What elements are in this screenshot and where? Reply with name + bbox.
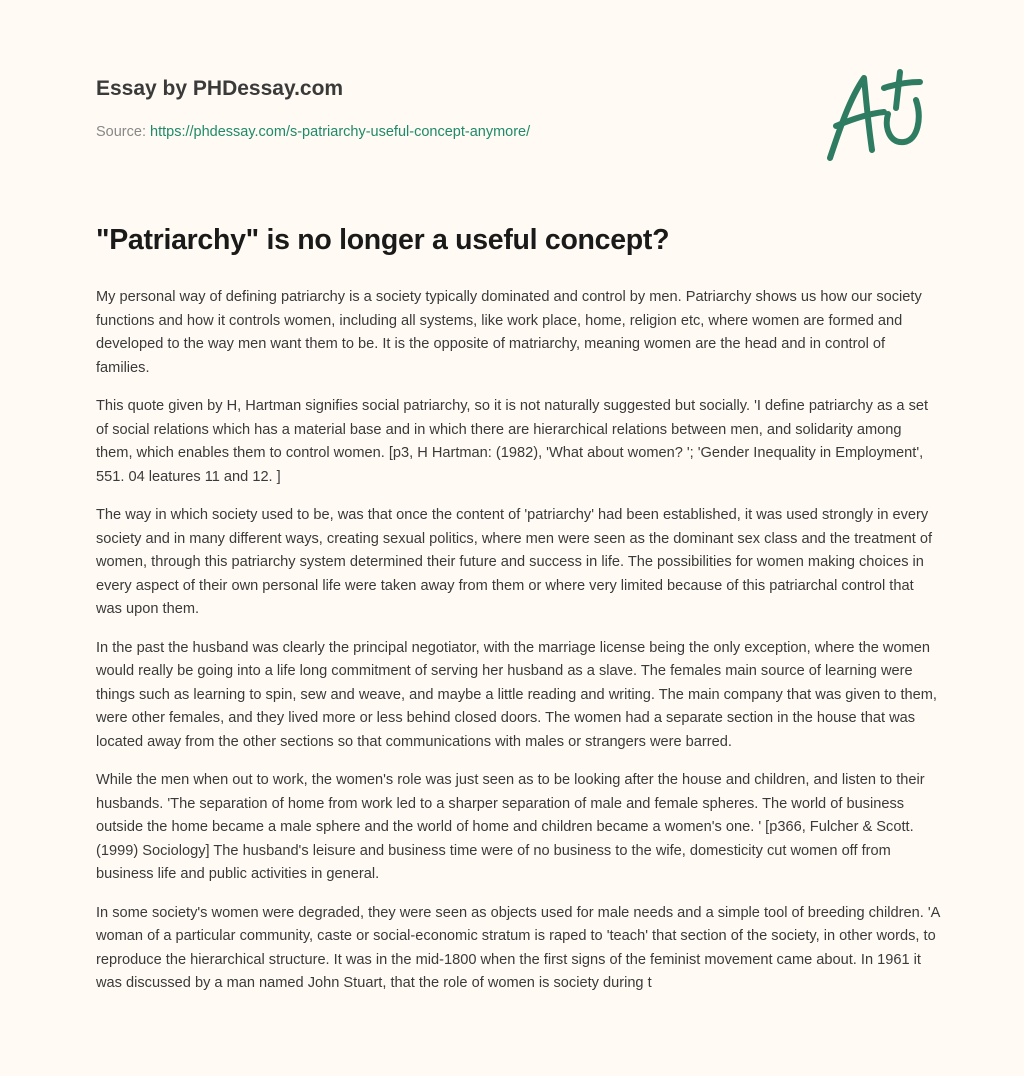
paragraph: In some society's women were degraded, they were seen as objects used for male needs and a simple tool of breeding children. 'A woman of a particular community, caste or social-economic stratum is raped to 'teach' that section of the society, in other words, to reproduce the hierarchical structure. It was in the mid-1800 when the first signs of the feminist movement came about. In 1961 it was discussed by a man named John Stuart, that the role of women is society during t bbox=[96, 904, 940, 991]
source-line bbox=[96, 124, 530, 140]
paragraph: This quote given by H, Hartman signifies social patriarchy, so it is not naturally suggested but socially. 'I define patriarchy as a set of social relations which has a material base and in which there are hierarchical relations between men, and solidarity among them, which enables them to control women. [p3, H Hartman: (1982), 'What about women? '; 'Gender Inequality in Employment', 551. 04 leatures 11 and 12. ] bbox=[96, 398, 929, 485]
source-link[interactable]: https://phdessay.com/s-patriarchy-useful-concept-anymore/ bbox=[150, 124, 531, 140]
essay-title: "Patriarchy" is no longer a useful concept? bbox=[96, 224, 670, 256]
paragraph: My personal way of defining patriarchy is a society typically dominated and control by men. Patriarchy shows us how our society functions and how it controls women, including all systems, like work place, home, religion etc, where women are formed and developed to the way men want them to be. It is the opposite of matriarchy, meaning women are the head and in control of families. bbox=[96, 289, 922, 376]
essay-body bbox=[96, 286, 940, 1011]
paragraph: While the men when out to work, the women's role was just seen as to be looking after the house and children, and listen to their husbands. 'The separation of home from work led to a sharper separation of male and female spheres. The world of business outside the home became a male sphere and the world of home and children became a women's one. ' [p366, Fulcher & Scott. (1999) Sociology] The husband's leisure and business time were of no business to the wife, domesticity cut women off from business life and public activities in general. bbox=[96, 772, 925, 882]
site-brand: Essay by PHDessay.com bbox=[96, 77, 344, 100]
source-label: Source: bbox=[96, 124, 146, 140]
paragraph: The way in which society used to be, was that once the content of 'patriarchy' had been established, it was used strongly in every society and in many different ways, creating sexual politics, where men were seen as the dominant sex class and the treatment of women, through this patriarchy system determined their future and success in life. The possibilities for women making choices in every aspect of their own personal life were taken away from them or where very limited because of this patriarchal control that was upon them. bbox=[96, 507, 933, 617]
a-plus-logo-icon bbox=[818, 68, 930, 164]
paragraph: In the past the husband was clearly the principal negotiator, with the marriage license being the only exception, where the women would really be going into a life long commitment of serving her husband as a slave. The females main source of learning were things such as learning to spin, sew and weave, and maybe a little reading and writing. The main company that was given to them, were other females, and they lived more or less behind closed doors. The women had a separate section in the house that was located away from the other sections so that communications with males or strangers were barred. bbox=[96, 639, 937, 750]
